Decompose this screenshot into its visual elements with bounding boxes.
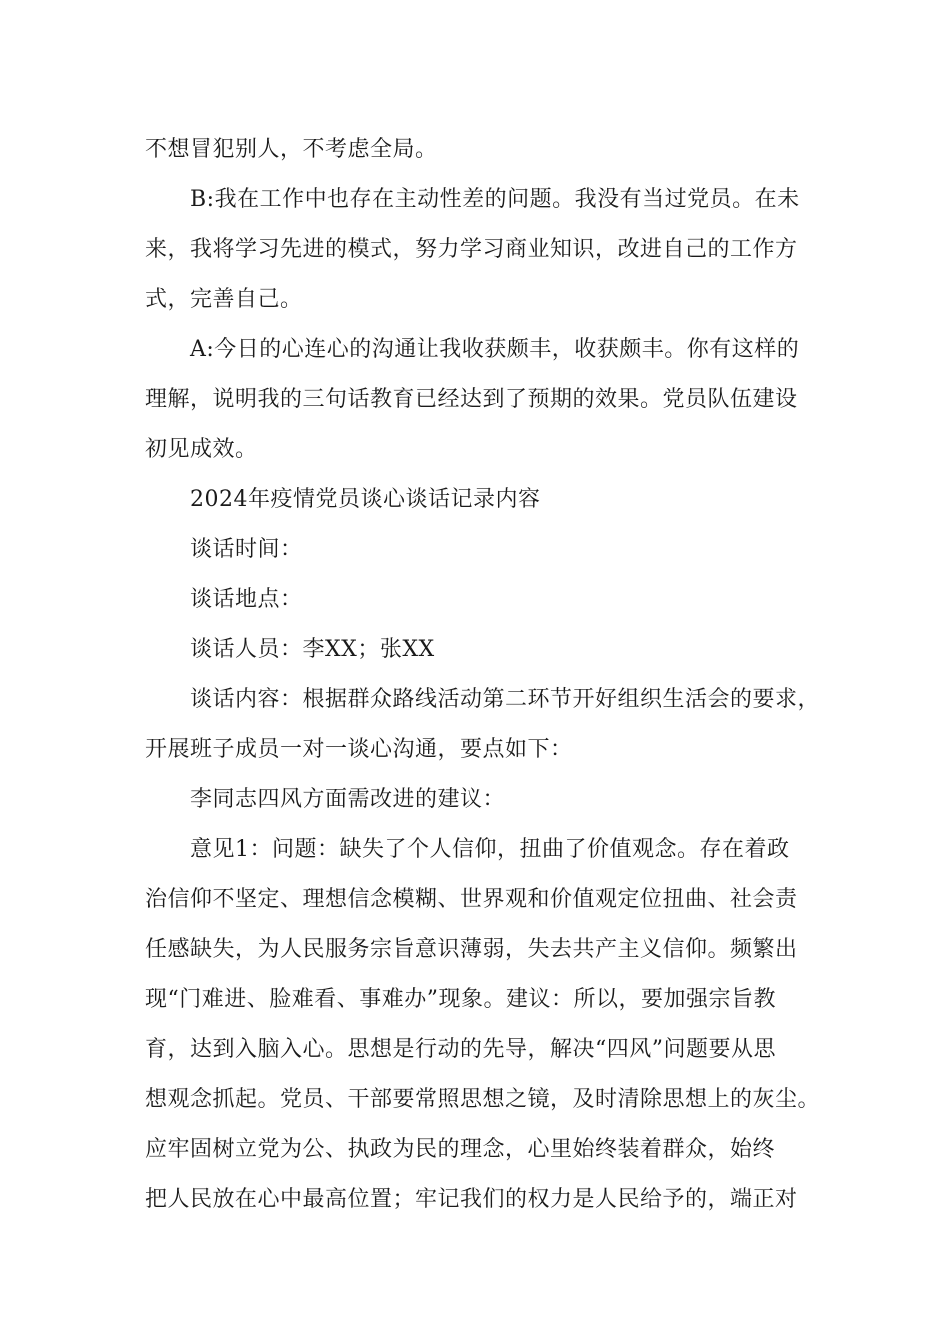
text-line: 理解，说明我的三句话教育已经达到了预期的效果。党员队伍建设 [145,387,798,412]
text-line: 把人民放在心中最高位置；牢记我们的权力是人民给予的，端正对 [145,1187,798,1212]
text-line: 治信仰不坚定、理想信念模糊、世界观和价值观定位扭曲、社会责 [145,887,798,912]
text-line: 初见成效。 [145,437,258,462]
text-line: 育，达到入脑入心。思想是行动的先导，解决“四风”问题要从思 [145,1037,776,1062]
text-line: 开展班子成员一对一谈心沟通，要点如下： [145,737,573,762]
text-line: 不想冒犯别人，不考虑全局。 [145,137,438,162]
text-line: 式，完善自己。 [145,287,303,312]
text-line: B:我在工作中也存在主动性差的问题。我没有当过党员。在未 [190,187,800,212]
text-line: 意见1：问题：缺失了个人信仰，扭曲了价值观念。存在着政 [190,837,790,862]
text-line: 谈话人员：李XX；张XX [190,637,435,662]
text-line: A:今日的心连心的沟通让我收获颇丰，收获颇丰。你有这样的 [190,337,800,362]
text-line: 谈话时间： [190,537,303,562]
section-heading: 2024年疫情党员谈心谈话记录内容 [190,487,541,512]
text-line: 任感缺失，为人民服务宗旨意识薄弱，失去共产主义信仰。频繁出 [145,937,798,962]
text-line: 谈话地点： [190,587,303,612]
text-line: 想观念抓起。党员、干部要常照思想之镜，及时清除思想上的灰尘。 [145,1087,821,1112]
text-line: 谈话内容：根据群众路线活动第二环节开好组织生活会的要求， [190,687,821,712]
text-line: 李同志四风方面需改进的建议： [190,787,506,812]
text-line: 现“门难进、脸难看、事难办”现象。建议：所以，要加强宗旨教 [145,987,776,1012]
text-line: 来，我将学习先进的模式，努力学习商业知识，改进自己的工作方 [145,237,798,262]
text-line: 应牢固树立党为公、执政为民的理念，心里始终装着群众，始终 [145,1137,776,1162]
